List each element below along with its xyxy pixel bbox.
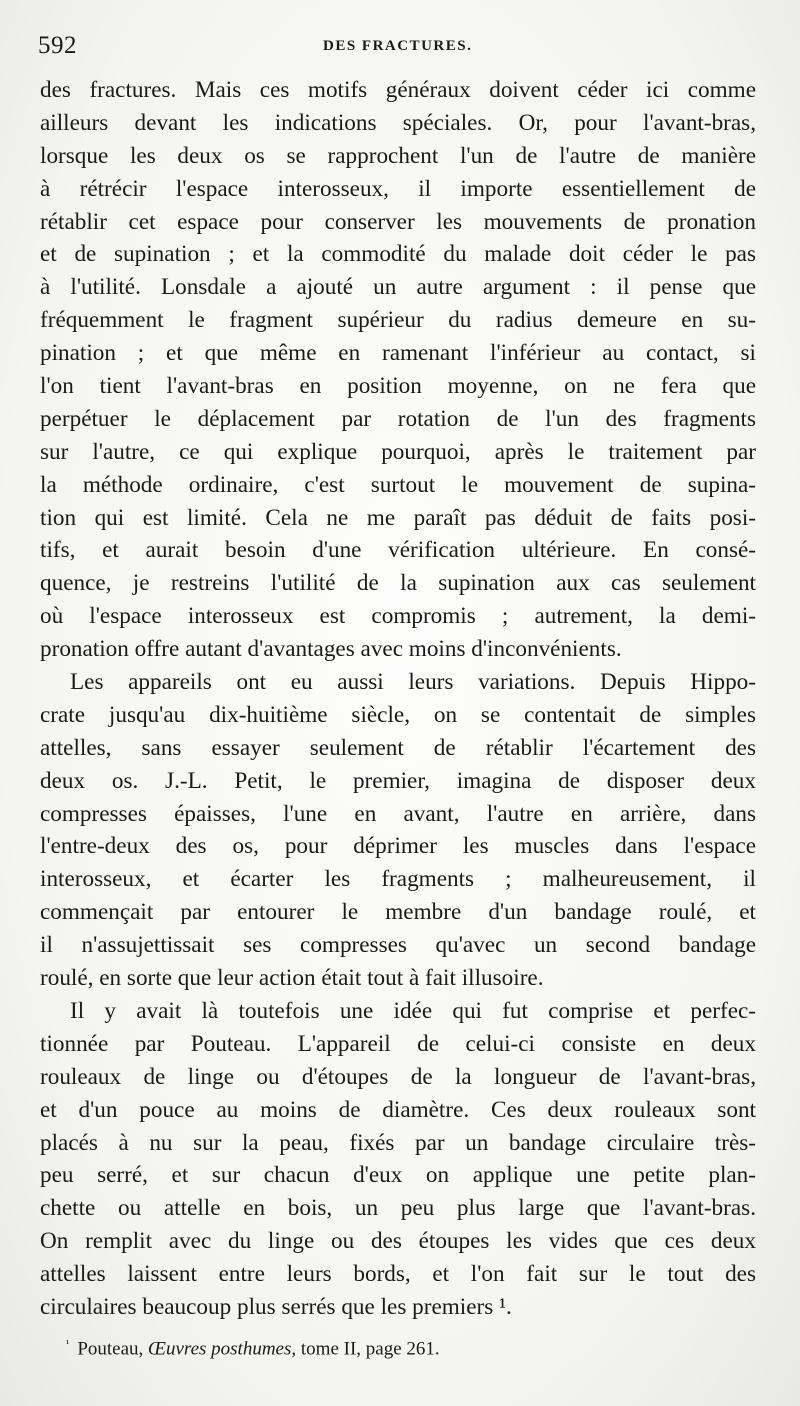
footnote-marker: ¹ <box>66 1338 70 1350</box>
text-line: deux os. J.-L. Petit, le premier, imagina de disposer deux <box>40 767 756 794</box>
text-line: sur l'autre, ce qui explique pourquoi, après le traitement par <box>40 438 756 465</box>
paragraph <box>40 74 756 666</box>
text-line: perpétuer le déplacement par rotation de l'un des fragments <box>40 405 756 432</box>
footnote-author: Pouteau, <box>77 1338 144 1360</box>
text-line: l'entre-deux des os, pour déprimer les muscles dans l'espace <box>40 833 756 860</box>
text-line: crate jusqu'au dix-huitième siècle, on se contentait de simples <box>40 701 756 728</box>
text-line: chette ou attelle en bois, un peu plus large que l'avant-bras. <box>40 1195 756 1222</box>
text-line: rouleaux de linge ou d'étoupes de la longueur de l'avant-bras, <box>40 1063 756 1090</box>
footnote <box>66 1338 746 1360</box>
running-title: DES FRACTURES. <box>323 38 473 54</box>
text-line: lorsque les deux os se rapprochent l'un de l'autre de manière <box>40 142 756 169</box>
body-text <box>40 74 756 1324</box>
text-line: tifs, et aurait besoin d'une vérification ultérieure. En consé- <box>40 537 756 564</box>
text-line: tion qui est limité. Cela ne me paraît pas déduit de faits posi- <box>40 504 756 531</box>
text-line: fréquemment le fragment supérieur du radius demeure en su- <box>40 307 756 334</box>
text-line: et de supination ; et la commodité du malade doit céder le pas <box>40 241 756 268</box>
text-line: placés à nu sur la peau, fixés par un bandage circulaire très- <box>40 1129 756 1156</box>
text-line: Les appareils ont eu aussi leurs variations. Depuis Hippo- <box>70 669 756 696</box>
running-head <box>38 30 758 60</box>
text-line: On remplit avec du linge ou des étoupes les vides que ces deux <box>40 1228 756 1255</box>
page-number: 592 <box>38 32 77 59</box>
text-line: interosseux, et écarter les fragments ; malheureusement, il <box>40 866 756 893</box>
text-line: il n'assujettissait ses compresses qu'avec un second bandage <box>40 932 756 959</box>
text-line: compresses épaisses, l'une en avant, l'autre en arrière, dans <box>40 800 756 827</box>
text-line: quence, je restreins l'utilité de la supination aux cas seulement <box>40 570 756 597</box>
text-line: où l'espace interosseux est compromis ; autrement, la demi- <box>40 603 756 630</box>
text-line: des fractures. Mais ces motifs généraux doivent céder ici comme <box>40 77 756 103</box>
text-line: à l'utilité. Lonsdale a ajouté un autre argument : il pense que <box>40 274 756 301</box>
text-line: commençait par entourer le membre d'un bandage roulé, et <box>40 899 756 926</box>
text-line: circulaires beaucoup plus serrés que les premiers ¹. <box>40 1293 512 1320</box>
text-line: attelles laissent entre leurs bords, et l'on fait sur le tout des <box>40 1261 756 1288</box>
text-line: et d'un pouce au moins de diamètre. Ces deux rouleaux sont <box>40 1096 756 1123</box>
text-line: pronation offre autant d'avantages avec moins d'inconvénients. <box>40 636 622 663</box>
text-line: peu serré, et sur chacun d'eux on applique une petite plan- <box>40 1162 756 1189</box>
text-line: rétablir cet espace pour conserver les mouvements de pronation <box>40 208 756 235</box>
paragraph <box>40 666 756 995</box>
footnote-reference: tome II, page 261. <box>300 1338 440 1360</box>
text-line: à rétrécir l'espace interosseux, il importe essentiellement de <box>40 175 756 202</box>
text-line: l'on tient l'avant-bras en position moyenne, on ne fera que <box>40 373 756 400</box>
text-line: pination ; et que même en ramenant l'inférieur au contact, si <box>40 340 756 367</box>
text-line: ailleurs devant les indications spéciales. Or, pour l'avant-bras, <box>40 109 756 136</box>
paragraph <box>40 995 756 1324</box>
text-line: Il y avait là toutefois une idée qui fut comprise et perfec- <box>70 997 756 1024</box>
text-line: roulé, en sorte que leur action était tout à fait illusoire. <box>40 965 544 992</box>
text-line: tionnée par Pouteau. L'appareil de celui-ci consiste en deux <box>40 1030 756 1057</box>
footnote-work: Œuvres posthumes, <box>148 1338 297 1360</box>
text-line: la méthode ordinaire, c'est surtout le mouvement de supina- <box>40 471 756 498</box>
text-line: attelles, sans essayer seulement de rétablir l'écartement des <box>40 734 756 761</box>
